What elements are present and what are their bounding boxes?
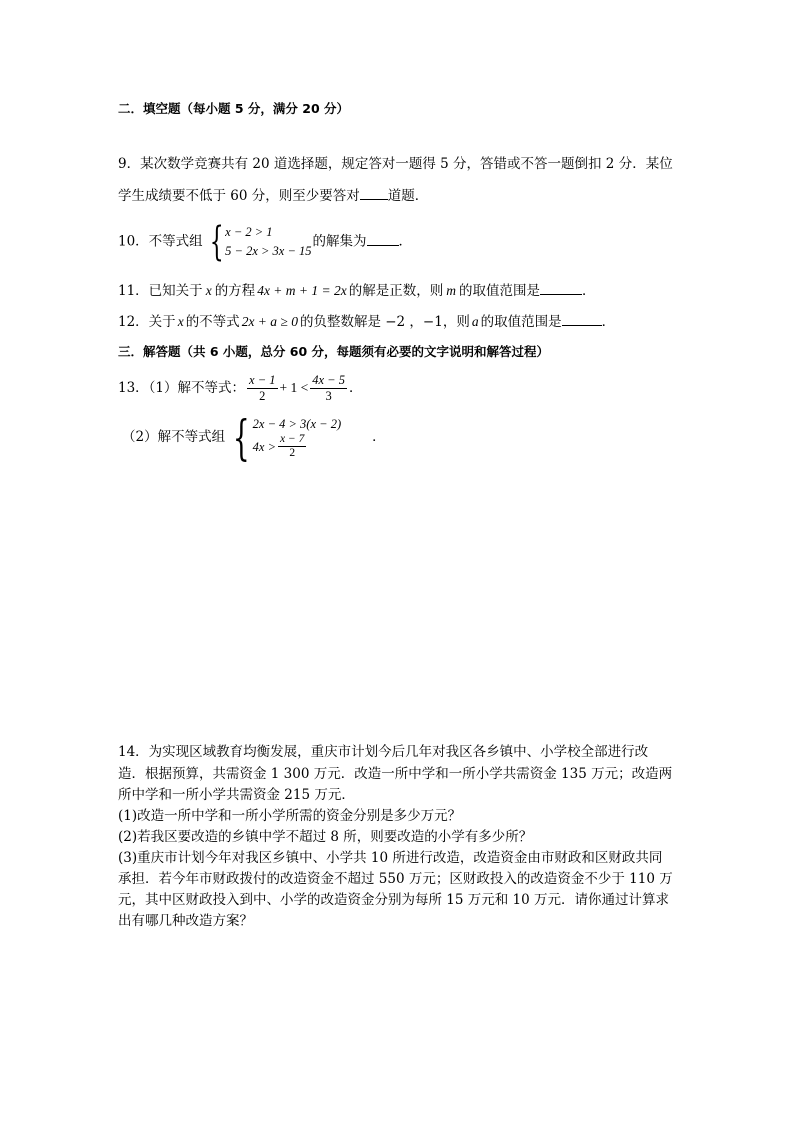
system-row-2-lhs: 4x >	[252, 439, 276, 454]
question-14-line-1: 14．为实现区域教育均衡发展，重庆市计划今后几年对我区各乡镇中、小学校全部进行改	[118, 744, 649, 760]
question-13-part-1	[118, 369, 362, 407]
left-brace: {	[209, 219, 224, 265]
question-9-text: 学生成绩要不低于 60 分，则至少要答对	[118, 188, 360, 204]
fraction-3-numerator: x − 7	[280, 433, 305, 445]
fraction-3-denominator: 2	[289, 447, 296, 459]
question-11-mid-3: 的取值范围是	[459, 283, 541, 299]
question-9-line-1: 9．某次数学竞赛共有 20 道选择题，规定答对一题得 5 分，答错或不答一题倒扣 2 分．某位	[118, 156, 673, 172]
question-14-sub-3-line-4: 出有哪几种改造方案？	[118, 913, 253, 929]
system-row-1: x − 2 > 1	[225, 225, 273, 239]
system-row-2	[253, 433, 341, 460]
question-9-end: 道题．	[387, 188, 429, 204]
question-13-part-2-prefix: （2）解不等式组	[122, 429, 226, 445]
answer-blank-10	[367, 232, 399, 246]
answer-blank-12	[562, 312, 602, 326]
system-row-2: 5 − 2x > 3x − 15	[225, 244, 312, 258]
fraction-3	[278, 433, 306, 460]
question-12-prefix: 12．关于	[118, 314, 176, 330]
fraction-1-denominator: 2	[259, 389, 266, 403]
inequality-system-13	[226, 409, 342, 466]
question-14-sub-3-line-1: (3)重庆市计划今年对我区乡镇中、小学共 10 所进行改造，改造资金由市财政和区财政共同	[118, 850, 663, 866]
question-12-mid-1: 的不等式	[185, 314, 240, 330]
question-13-part-2	[122, 409, 386, 466]
inequality-system-10	[204, 219, 312, 265]
question-11	[118, 280, 596, 302]
question-13-part-1-end: ．	[348, 380, 363, 396]
fraction-1-numerator: x − 1	[249, 373, 276, 387]
question-12	[118, 311, 615, 333]
question-11-prefix: 11．已知关于	[118, 283, 203, 299]
variable-x: x	[205, 283, 212, 298]
question-10-suffix: 的解集为	[312, 233, 367, 250]
fraction-1	[247, 373, 277, 404]
question-14-line-3: 所中学和一所小学共需资金 215 万元．	[118, 787, 355, 803]
section-3-heading: 三．解答题（共 6 小题，总分 60 分，每题须有必要的文字说明和解答过程）	[118, 344, 550, 359]
question-13-part-2-end: ．	[372, 429, 386, 445]
question-11-mid-2: 的解是正数，则	[348, 283, 444, 299]
question-14-sub-3-line-2: 承担．若今年市财政拨付的改造资金不超过 550 万元；区财政投入的改造资金不少于 110 万	[118, 871, 673, 887]
question-12-end: ．	[601, 314, 616, 330]
equation-11: 4x + m + 1 = 2x	[257, 283, 347, 298]
question-12-mid-3: 的取值范围是	[480, 314, 562, 330]
question-14-sub-3-line-3: 元，其中区财政投入到中、小学的改造资金分别为每所 15 万元和 10 万元．请你通过计算求	[118, 892, 670, 908]
fraction-2-numerator: 4x − 5	[312, 373, 345, 387]
question-10-prefix: 10．不等式组	[118, 233, 203, 250]
question-9-line-2	[118, 185, 428, 207]
answer-blank-11	[540, 281, 582, 295]
fraction-2	[310, 373, 347, 404]
question-13-prefix: 13．（1）解不等式：	[118, 380, 246, 396]
variable-m: m	[446, 283, 457, 298]
question-14-line-2: 造．根据预算，共需资金 1 300 万元．改造一所中学和一所小学共需资金 135 万元；改造两	[118, 766, 673, 782]
inequality-12: 2x + a ≥ 0	[241, 314, 298, 329]
answer-blank-9	[360, 186, 388, 200]
question-11-mid-1: 的方程	[214, 283, 256, 299]
left-brace: {	[232, 409, 250, 466]
section-2-heading: 二．填空题（每小题 5 分，满分 20 分）	[118, 101, 350, 116]
fraction-2-denominator: 3	[325, 389, 332, 403]
question-10	[118, 219, 413, 265]
question-10-end: ．	[398, 233, 413, 250]
question-14-sub-1: (1)改造一所中学和一所小学所需的资金分别是多少万元？	[118, 808, 462, 824]
variable-x: x	[177, 314, 184, 329]
question-12-mid-2: 的负整数解是 −2 ，−1，则	[299, 314, 470, 330]
plus-one: + 1 <	[279, 380, 309, 395]
variable-a: a	[471, 314, 479, 329]
system-row-1: 2x − 4 > 3(x − 2)	[252, 417, 342, 431]
question-11-end: ．	[582, 283, 596, 299]
question-14-sub-2: (2)若我区要改造的乡镇中学不超过 8 所，则要改造的小学有多少所？	[118, 829, 533, 845]
